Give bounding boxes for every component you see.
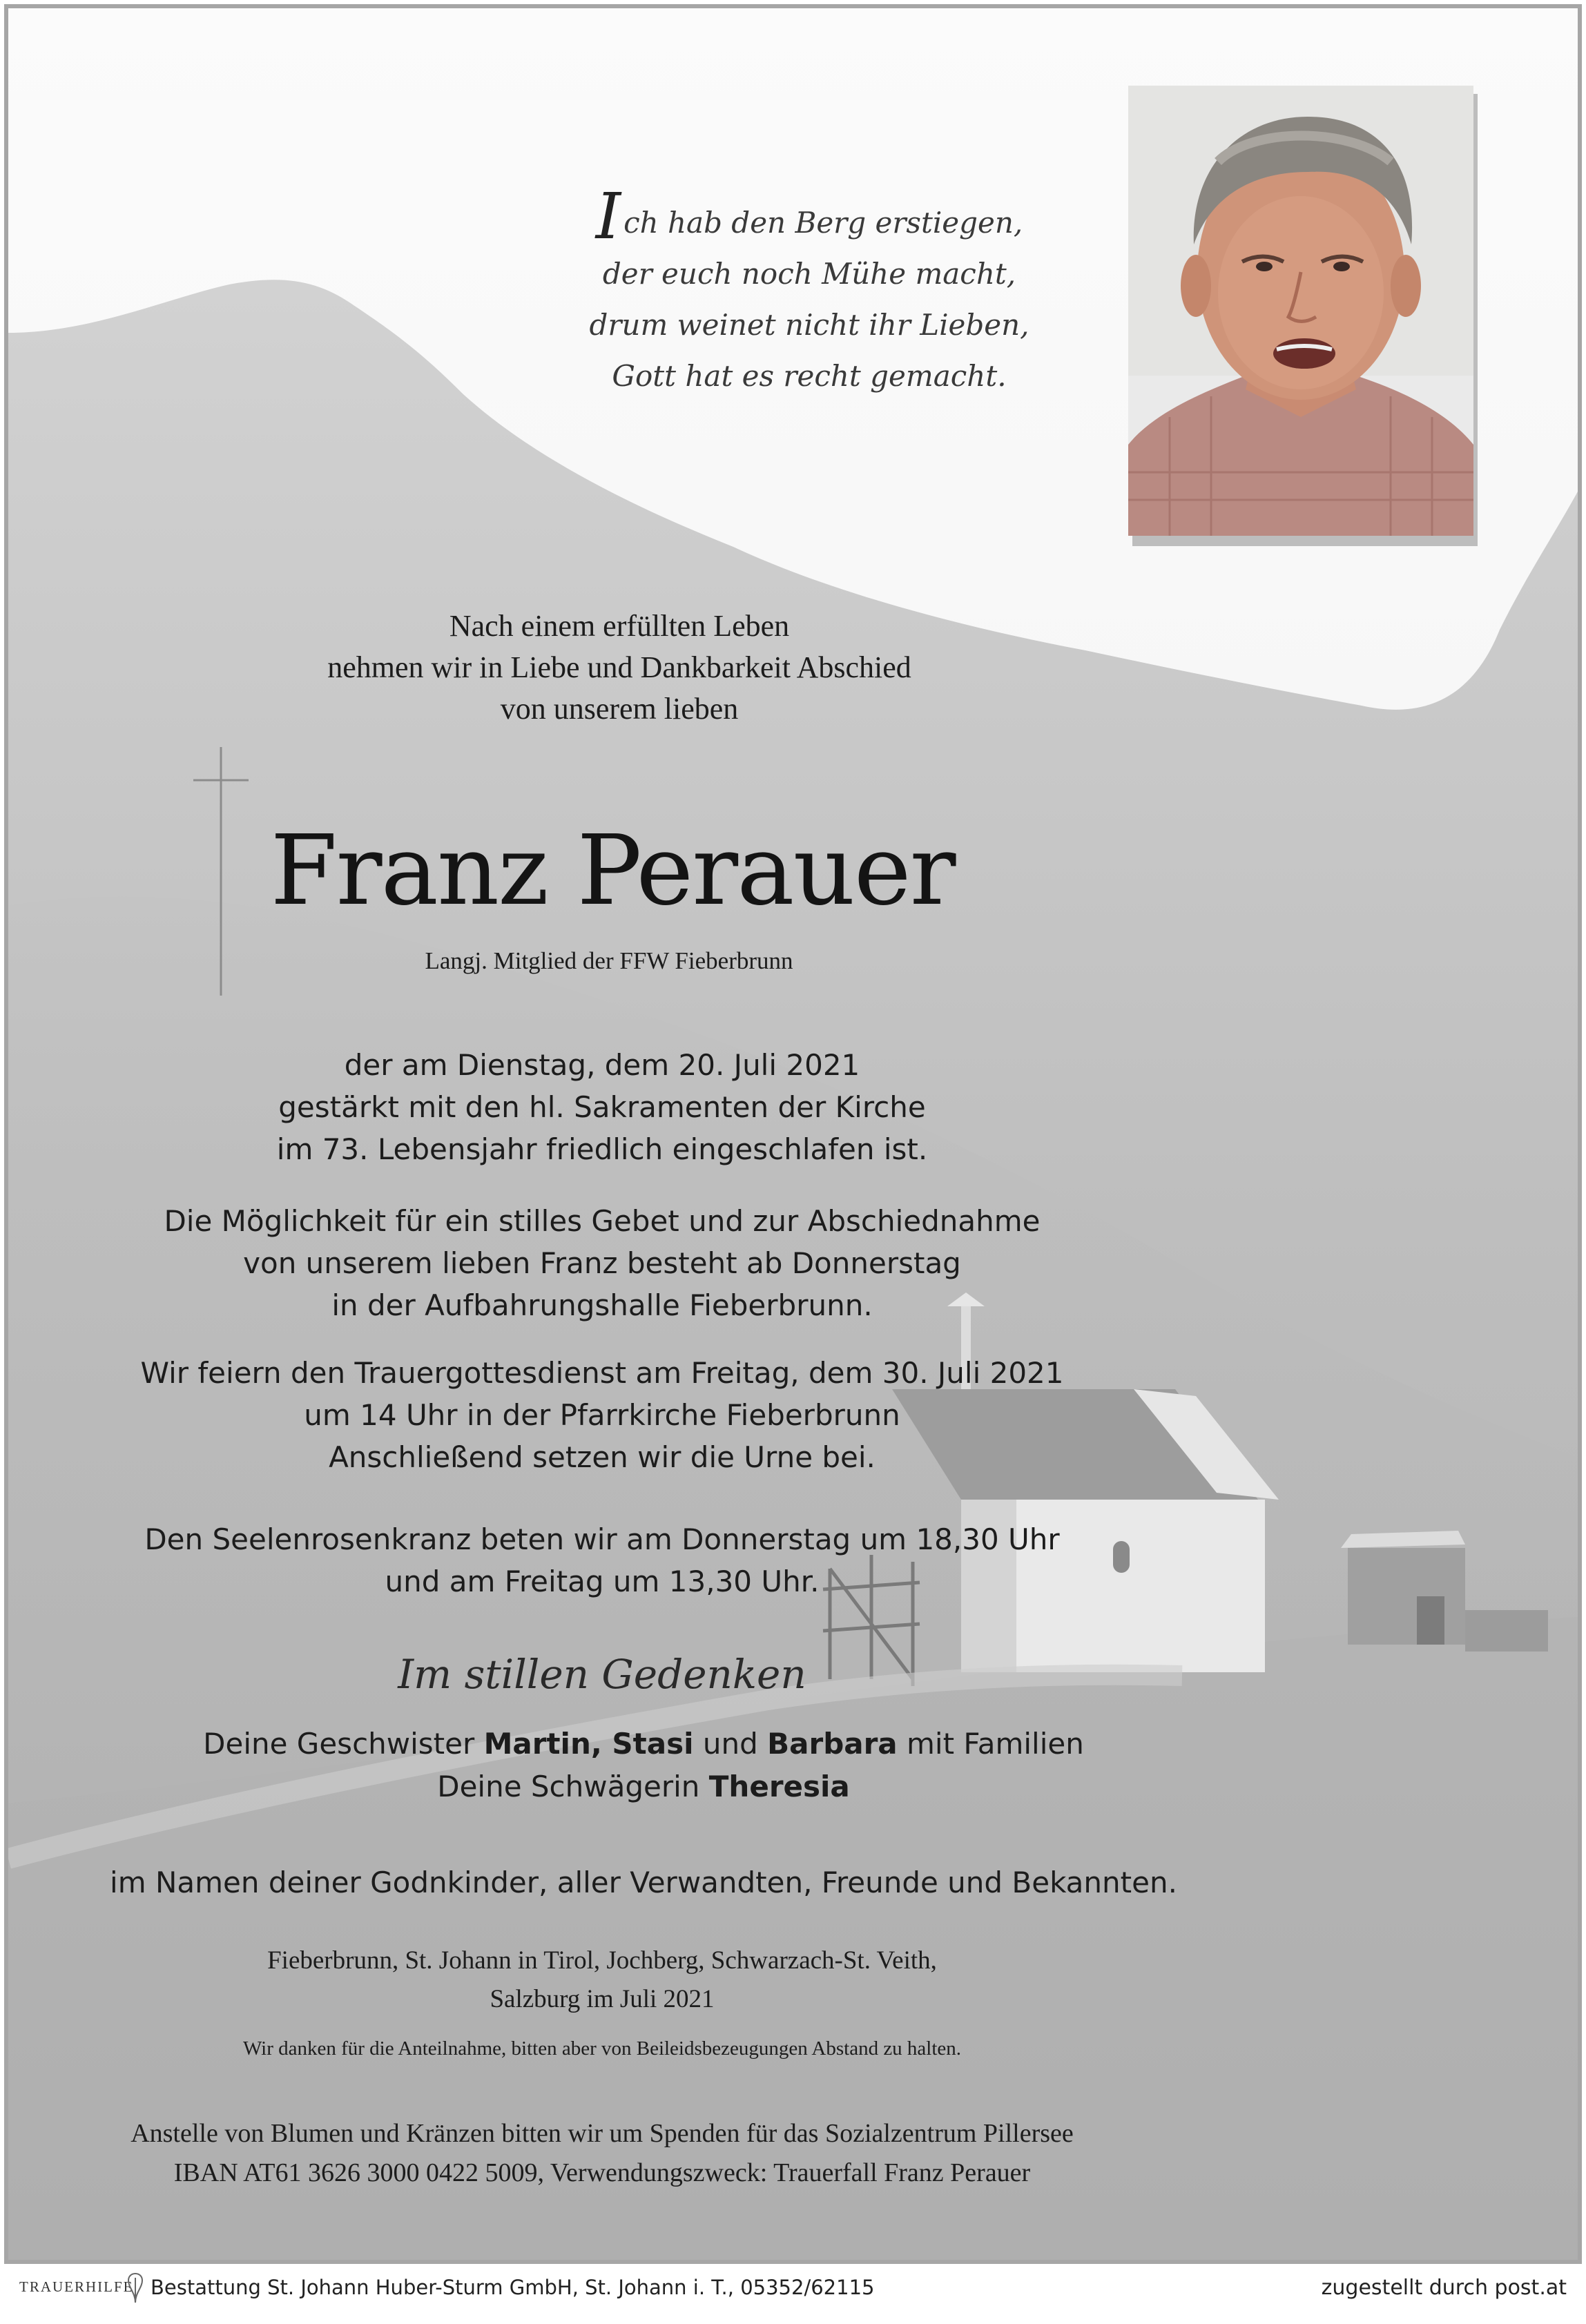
sibling-names-2: Barbara <box>767 1727 898 1761</box>
rosary-text <box>112 1518 1092 1602</box>
deceased-name: Franz Perauer <box>270 815 955 927</box>
sister-in-law-name: Theresia <box>708 1770 850 1803</box>
service-text <box>112 1352 1092 1478</box>
service-line-1: Wir feiern den Trauergottesdienst am Freitag, dem 30. Juli 2021 <box>140 1356 1064 1390</box>
viewing-line-3: in der Aufbahrungshalle Fieberbrunn. <box>331 1288 873 1322</box>
places-text <box>112 1941 1092 2019</box>
memory-heading: Im stillen Gedenken <box>398 1651 806 1698</box>
closing-text: im Namen deiner Godnkinder, aller Verwandten, Freunde und Bekannten. <box>110 1866 1177 1899</box>
siblings-prefix: Deine Geschwister <box>203 1727 475 1761</box>
family-siblings-line <box>77 1723 1210 1765</box>
footer-company: Bestattung St. Johann Huber-Sturm GmbH, St. Johann i. T., 05352/62115 <box>151 2276 875 2299</box>
viewing-text <box>112 1200 1092 1326</box>
intro-text <box>188 606 1051 730</box>
footer-delivery-note: zugestellt durch post.at <box>1321 2276 1567 2300</box>
motto-line-3: drum weinet nicht ihr Lieben, <box>589 308 1029 342</box>
donation-line-2: IBAN AT61 3626 3000 0422 5009, Verwendungszweck: Trauerfall Franz Perauer <box>173 2158 1031 2187</box>
service-line-3: Anschließend setzen wir die Urne bei. <box>329 1440 876 1474</box>
intro-line-3: von unserem lieben <box>500 692 739 726</box>
death-notice-line-1: der am Dienstag, dem 20. Juli 2021 <box>344 1048 860 1082</box>
intro-line-2: nehmen wir in Liebe und Dankbarkeit Abschied <box>327 650 911 684</box>
leaf-icon <box>124 2272 146 2304</box>
viewing-line-2: von unserem lieben Franz besteht ab Donnerstag <box>243 1246 961 1280</box>
intro-line-1: Nach einem erfüllten Leben <box>449 609 790 643</box>
motto-poem <box>533 180 1085 402</box>
motto-line-2: der euch noch Mühe macht, <box>602 257 1016 291</box>
siblings-suffix: mit Familien <box>907 1727 1084 1761</box>
places-line-2: Salzburg im Juli 2021 <box>490 1985 715 2013</box>
places-line-1: Fieberbrunn, St. Johann in Tirol, Jochberg, Schwarzach-St. Veith, <box>267 1946 937 1975</box>
footer-brand: TRAUERHILFE <box>19 2278 134 2295</box>
obituary-card <box>4 4 1582 2264</box>
portrait-photo <box>1128 86 1473 536</box>
rosary-line-1: Den Seelenrosenkranz beten wir am Donnerstag um 18,30 Uhr <box>144 1522 1060 1556</box>
viewing-line-1: Die Möglichkeit für ein stilles Gebet und zur Abschiednahme <box>164 1204 1041 1238</box>
sibling-names-1: Martin, Stasi <box>483 1727 694 1761</box>
motto-line-1-text: ch hab den Berg erstiegen, <box>623 206 1023 240</box>
motto-initial: I <box>595 180 621 253</box>
deceased-role: Langj. Mitglied der FFW Fieberbrunn <box>425 947 793 974</box>
siblings-and: und <box>702 1727 758 1761</box>
donation-text <box>64 2114 1141 2193</box>
rosary-line-2: und am Freitag um 13,30 Uhr. <box>385 1565 820 1598</box>
death-notice-line-2: gestärkt mit den hl. Sakramenten der Kirche <box>278 1090 926 1124</box>
death-notice-text <box>112 1044 1092 1170</box>
family-list <box>77 1723 1210 1808</box>
family-sister-in-law-line <box>77 1765 1210 1808</box>
motto-line-1 <box>533 180 1085 253</box>
motto-line-4: Gott hat es recht gemacht. <box>612 359 1007 393</box>
donation-line-1: Anstelle von Blumen und Kränzen bitten wir um Spenden für das Sozialzentrum Pillersee <box>130 2119 1074 2148</box>
service-line-2: um 14 Uhr in der Pfarrkirche Fieberbrunn <box>304 1398 900 1432</box>
sister-in-law-prefix: Deine Schwägerin <box>437 1770 700 1803</box>
death-notice-line-3: im 73. Lebensjahr friedlich eingeschlafen ist. <box>276 1132 928 1166</box>
thanks-text: Wir danken für die Anteilnahme, bitten aber von Beileidsbezeugungen Abstand zu halten. <box>242 2037 962 2060</box>
